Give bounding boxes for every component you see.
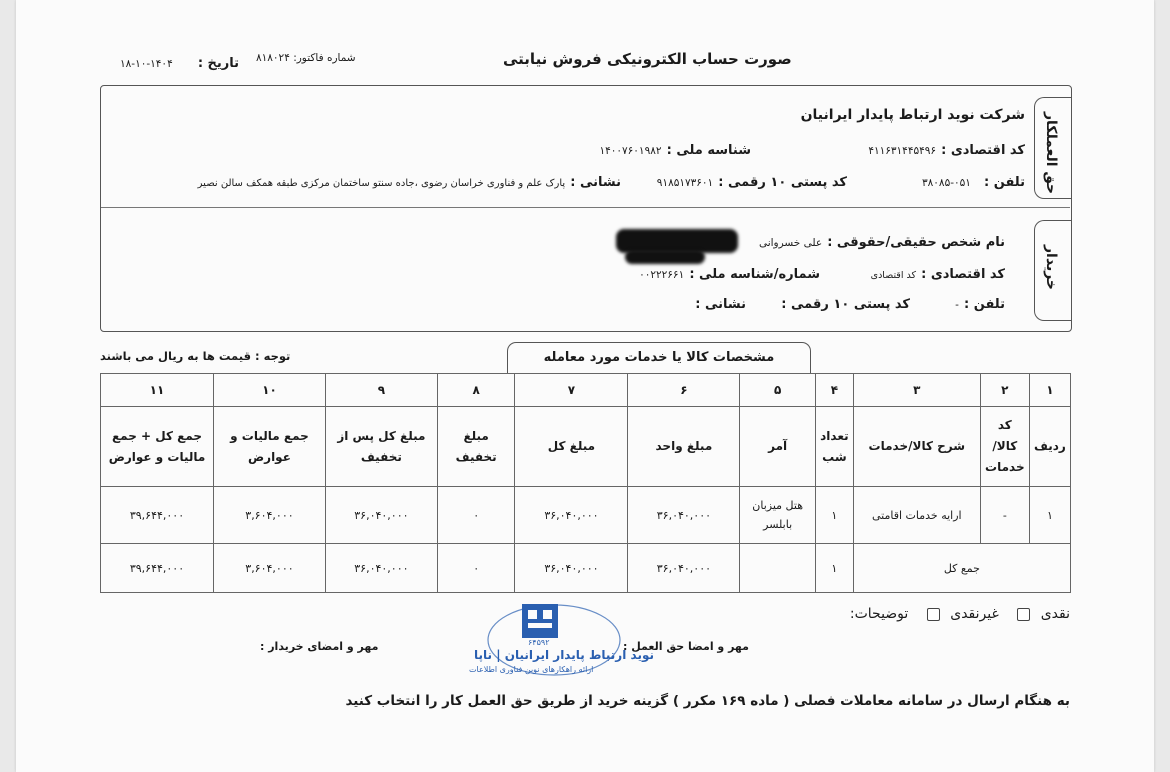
stamp-text: نوید ارتباط پایدار ایرانیان | ناپا — [474, 648, 654, 662]
header-grand-total: جمع کل + جمع مالیات و عوارض — [101, 407, 214, 487]
payment-options — [850, 606, 1070, 622]
seller-signature-label: مهر و امضا حق العمل : — [623, 640, 749, 653]
seller-company-name: شرکت نوید ارتباط پایدار ایرانیان — [800, 107, 1025, 123]
redaction-mark — [625, 250, 705, 264]
table-cell: ۳۶,۰۴۰,۰۰۰ — [628, 487, 740, 544]
date-value: ۱۴۰۴-۱۰-۱۸ — [120, 58, 173, 70]
invoice-number-row — [256, 52, 356, 64]
total-ordered-by — [740, 544, 816, 593]
total-discount: ۰ — [437, 544, 515, 593]
total-tax: ۳,۶۰۴,۰۰۰ — [214, 544, 326, 593]
table-cell: ارایه خدمات اقامتی — [853, 487, 980, 544]
column-number: ۹ — [325, 374, 437, 407]
header-discount: مبلغ تخفیف — [437, 407, 515, 487]
column-number: ۳ — [853, 374, 980, 407]
parties-divider — [101, 207, 1070, 208]
stamp-number: ۶۴۵۹۲ — [528, 638, 550, 647]
header-item-description: شرح کالا/خدمات — [853, 407, 980, 487]
invoice-number: ۸۱۸۰۲۴ — [256, 52, 290, 64]
buyer-postal-code: کد پستی ۱۰ رقمی : — [781, 297, 910, 312]
non-cash-label: غیرنقدی — [950, 606, 999, 622]
buyer-phone: تلفن : - — [955, 297, 1005, 312]
column-number-row — [101, 374, 1071, 407]
header-nights: تعداد شب — [815, 407, 853, 487]
currency-note: توجه : قیمت ها به ریال می باشند — [100, 349, 291, 363]
column-number: ۱۰ — [214, 374, 326, 407]
section-title: مشخصات کالا یا خدمات مورد معامله — [507, 342, 811, 373]
buyer-name: نام شخص حقیقی/حقوقی : علی خسروانی — [758, 235, 1005, 250]
column-number: ۱ — [1029, 374, 1070, 407]
date-row — [120, 52, 239, 71]
total-after-discount: ۳۶,۰۴۰,۰۰۰ — [325, 544, 437, 593]
cash-label: نقدی — [1040, 606, 1070, 622]
column-number: ۲ — [980, 374, 1029, 407]
buyer-tab — [1034, 220, 1071, 321]
seller-postal-code: کد پستی ۱۰ رقمی : ۹۱۸۵۱۷۳۶۰۱ — [656, 175, 847, 190]
table-row — [101, 487, 1071, 544]
items-table — [100, 373, 1071, 593]
total-grand: ۳۹,۶۴۴,۰۰۰ — [101, 544, 214, 593]
total-nights: ۱ — [815, 544, 853, 593]
company-stamp — [469, 602, 654, 678]
stamp-subtext: ارائه راهکارهای نوین فناوری اطلاعات — [469, 665, 594, 674]
header-row-index: ردیف — [1029, 407, 1070, 487]
table-cell: - — [980, 487, 1029, 544]
description-label: توضیحات: — [849, 606, 909, 622]
column-number: ۶ — [628, 374, 740, 407]
non-cash-checkbox[interactable] — [927, 608, 940, 621]
invoice-number-label: شماره فاکتور: — [293, 52, 356, 64]
table-cell: ۱ — [1029, 487, 1070, 544]
table-cell: ۳۹,۶۴۴,۰۰۰ — [101, 487, 214, 544]
seller-economic-code: کد اقتصادی : ۴۱۱۶۳۱۴۴۵۴۹۶ — [868, 143, 1025, 158]
seller-tab-label: حق العملکار — [1043, 112, 1059, 195]
total-unit-price: ۳۶,۰۴۰,۰۰۰ — [628, 544, 740, 593]
total-row — [101, 544, 1071, 593]
header-total-amount: مبلغ کل — [515, 407, 628, 487]
buyer-signature-label: مهر و امضای خریدار : — [260, 640, 379, 653]
column-number: ۵ — [740, 374, 816, 407]
column-number: ۷ — [515, 374, 628, 407]
header-item-code: کد کالا/ خدمات — [980, 407, 1029, 487]
seller-phone: تلفن : ۰۵۱-۳۸۰۸۵ — [922, 175, 1025, 190]
column-number: ۸ — [437, 374, 515, 407]
column-number: ۱۱ — [101, 374, 214, 407]
header-unit-price: مبلغ واحد — [628, 407, 740, 487]
buyer-economic-code: کد اقتصادی : کد اقتصادی — [870, 267, 1005, 282]
seller-tab — [1034, 97, 1071, 199]
seller-national-id: شناسه ملی : ۱۴۰۰۷۶۰۱۹۸۲ — [599, 143, 751, 158]
date-label: تاریخ : — [197, 56, 240, 71]
footer-note: به هنگام ارسال در سامانه معاملات فصلی ( ماده ۱۶۹ مکرر ) گزینه خرید از طریق حق العمل کار را انتخاب کنید — [345, 693, 1070, 709]
header-tax: جمع مالیات و عوارض — [214, 407, 326, 487]
header-ordered-by: آمر — [740, 407, 816, 487]
cash-checkbox[interactable] — [1017, 608, 1030, 621]
total-label: جمع کل — [853, 544, 1070, 593]
seller-address: نشانی : پارک علم و فناوری خراسان رضوی ،جاده سنتو ساختمان مرکزی طبقه همکف سالن نصیر — [197, 175, 621, 190]
buyer-tab-label: خریدار — [1043, 245, 1059, 291]
table-cell: ۳,۶۰۴,۰۰۰ — [214, 487, 326, 544]
header-after-discount: مبلغ کل پس از تخفیف — [325, 407, 437, 487]
buyer-address: نشانی : — [695, 297, 746, 312]
table-cell: ۰ — [437, 487, 515, 544]
table-cell: ۳۶,۰۴۰,۰۰۰ — [325, 487, 437, 544]
table-cell: ۱ — [815, 487, 853, 544]
page-title: صورت حساب الکترونیکی فروش نیابتی — [503, 50, 792, 68]
column-number: ۴ — [815, 374, 853, 407]
table-cell: ۳۶,۰۴۰,۰۰۰ — [515, 487, 628, 544]
table-cell: هتل میزبان بابلسر — [740, 487, 816, 544]
buyer-national-id: شماره/شناسه ملی : ۰۰۲۲۲۶۶۱ — [639, 267, 820, 282]
total-amount: ۳۶,۰۴۰,۰۰۰ — [515, 544, 628, 593]
column-header-row — [101, 407, 1071, 487]
